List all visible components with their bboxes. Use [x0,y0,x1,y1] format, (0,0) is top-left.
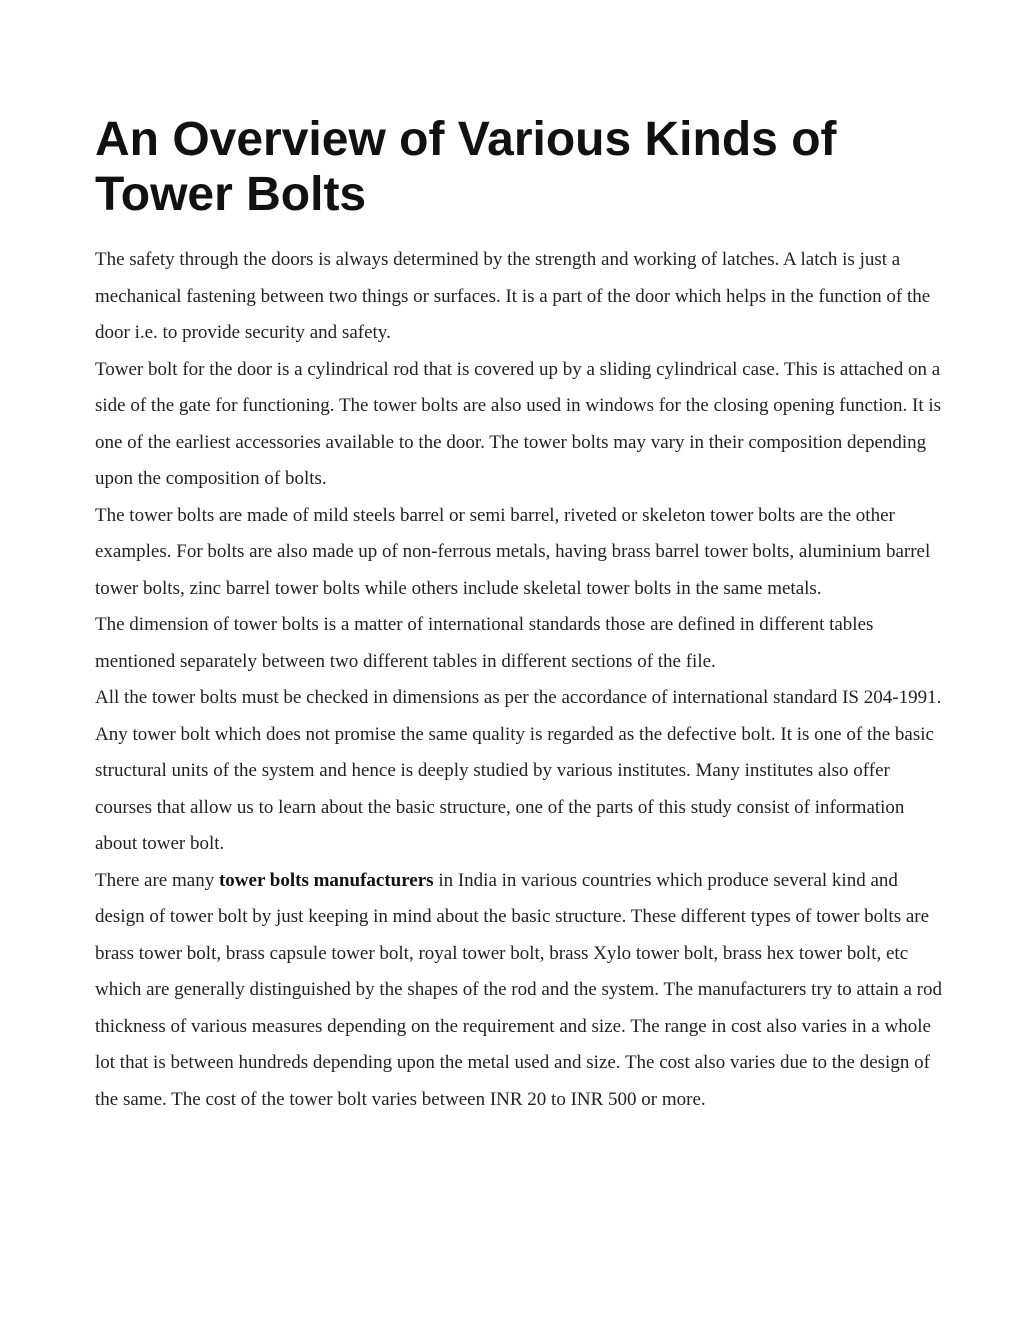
document-page [95,112,945,1118]
paragraph-materials: The tower bolts are made of mild steels barrel or semi barrel, riveted or skeleton tower bolts are the other examples. For bolts are also made up of non-ferrous metals, having brass barrel tower bolts, aluminium barrel tower bolts, zinc barrel tower bolts while others include skeletal tower bolts in the same metals. [95,504,931,599]
paragraph-dimensions: The dimension of tower bolts is a matter of international standards those are defined in different tables mentioned separately between two different tables in different sections of the file. [95,614,874,672]
paragraph-latches: The safety through the doors is always determined by the strength and working of latches. A latch is just a mechanical fastening between two things or surfaces. It is a part of the door which helps in the function of the door i.e. to provide security and safety. [95,249,931,343]
manufacturers-bold-phrase: tower bolts manufacturers [218,869,434,891]
manufacturers-text-before: There are many [95,869,219,891]
paragraph-standards: All the tower bolts must be checked in dimensions as per the accordance of international standard IS 204-1991. Any tower bolt which does not promise the same quality is regarded as the defective bolt. It is one of the basic structural units of the system and hence is deeply studied by various institutes. Many institutes also offer courses that allow us to learn about the basic structure, one of the parts of this study consist of information about tower bolt. [95,687,942,854]
manufacturers-text-after: in India in various countries which produce several kind and design of tower bolt by just keeping in mind about the basic structure. These different types of tower bolts are brass tower bolt, brass capsule tower bolt, royal tower bolt, brass Xylo tower bolt, brass hex tower bolt, etc which are generally distinguished by the shapes of the rod and the system. The manufacturers try to attain a rod thickness of various measures depending on the requirement and size. The range in cost also varies in a whole lot that is between hundreds depending upon the metal used and size. The cost also varies due to the design of the same. The cost of the tower bolt varies between INR 20 to INR 500 or more. [95,869,943,1110]
paragraph-manufacturers [95,863,945,1119]
document-title: An Overview of Various Kinds of Tower Bolts [95,113,837,221]
paragraph-tower-bolt-definition: Tower bolt for the door is a cylindrical rod that is covered up by a sliding cylindrical case. This is attached on a side of the gate for functioning. The tower bolts are also used in windows for the closing opening function. It is one of the earliest accessories available to the door. The tower bolts may vary in their composition depending upon the composition of bolts. [95,358,942,489]
